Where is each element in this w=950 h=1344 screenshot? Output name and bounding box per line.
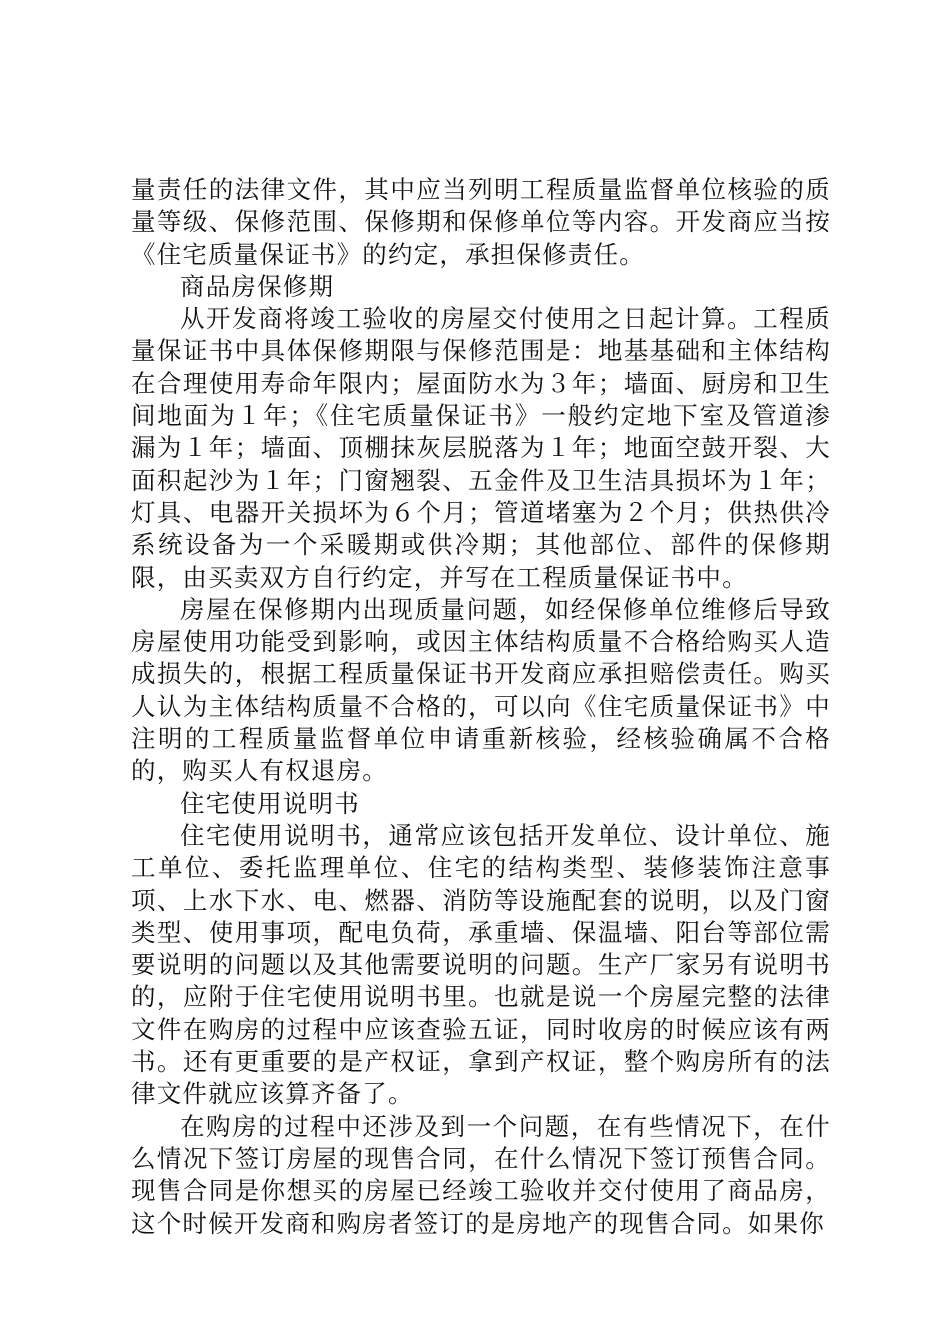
document-body	[131, 174, 831, 1240]
section-heading-warranty-period: 商品房保修期	[180, 271, 335, 301]
paragraph-quality-issues: 房屋在保修期内出现质量问题，如经保修单位维修后导致房屋使用功能受到影响，或因主体结构质量不合格给购买人造成损失的，根据工程质量保证书开发商应承担赔偿责任。购买人认为主体结构质量不合格的，可以向《住宅质量保证书》中注明的工程质量监督单位申请重新核验，经核验确属不合格的，购买人有权退房。	[131, 594, 831, 786]
paragraph-user-manual: 住宅使用说明书，通常应该包括开发单位、设计单位、施工单位、委托监理单位、住宅的结构类型、装修装饰注意事项、上水下水、电、燃器、消防等设施配套的说明，以及门窗类型、使用事项，配电负荷，承重墙、保温墙、阳台等部位需要说明的问题以及其他需要说明的问题。生产厂家另有说明书的，应附于住宅使用说明书里。也就是说一个房屋完整的法律文件在购房的过程中应该查验五证，同时收房的时候应该有两书。还有更重要的是产权证，拿到产权证，整个购房所有的法律文件就应该算齐备了。	[131, 820, 831, 1109]
paragraph-warranty-period: 从开发商将竣工验收的房屋交付使用之日起计算。工程质量保证书中具体保修期限与保修范围是：地基基础和主体结构在合理使用寿命年限内；屋面防水为３年；墙面、厨房和卫生间地面为１年；《住宅质量保证书》一般约定地下室及管道渗漏为１年；墙面、顶棚抹灰层脱落为１年；地面空鼓开裂、大面积起沙为１年；门窗翘裂、五金件及卫生洁具损坏为１年；灯具、电器开关损坏为６个月；管道堵塞为２个月；供热供冷系统设备为一个采暖期或供冷期；其他部位、部件的保修期限，由买卖双方自行约定，并写在工程质量保证书中。	[131, 304, 831, 592]
paragraph-sale-contract: 在购房的过程中还涉及到一个问题，在有些情况下，在什么情况下签订房屋的现售合同，在什么情况下签订预售合同。现售合同是你想买的房屋已经竣工验收并交付使用了商品房，这个时候开发商和购房者签订的是房地产的现售合同。如果你	[131, 1111, 831, 1238]
paragraph-continuation: 量责任的法律文件，其中应当列明工程质量监督单位核验的质量等级、保修范围、保修期和保修单位等内容。开发商应当按《住宅质量保证书》的约定，承担保修责任。	[131, 175, 831, 269]
section-heading-user-manual: 住宅使用说明书	[180, 788, 360, 818]
